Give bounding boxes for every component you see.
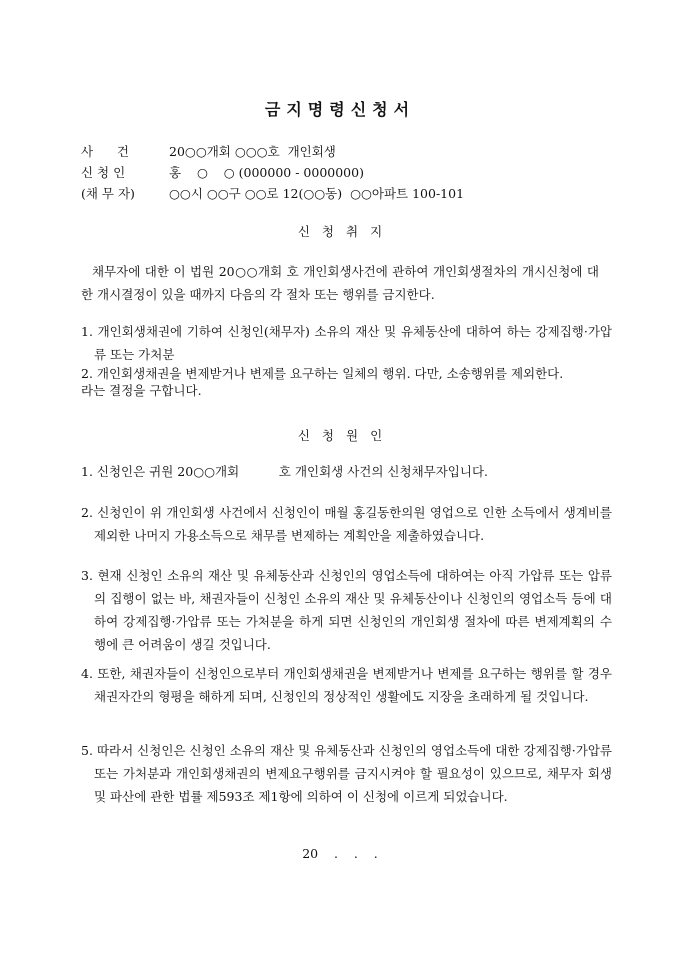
purpose-item-1: 1. 개인회생채권에 기하여 신청인(채무자) 소유의 재산 및 유체동산에 대하여 하는 강제집행·가압류 또는 가처분	[81, 324, 612, 362]
reason-item-4: 4. 또한, 채권자들이 신청인으로부터 개인회생채권을 변제받거나 변제를 요구하는 행위를 할 경우 채권자간의 형평을 해하게 되며, 신청인의 정상적인 생활에도 지장을 초래하게 될 것입니다.	[81, 666, 612, 704]
debtor-address: ○○시 ○○구 ○○로 12(○○동) ○○아파트 100-101	[169, 186, 465, 201]
document-title: 금지명령신청서	[264, 100, 416, 119]
date-line: 20 . . .	[302, 846, 378, 861]
reason-item-5: 5. 따라서 신청인은 신청인 소유의 재산 및 유체동산과 신청인의 영업소득에 대한 강제집행·가압류 또는 가처분과 개인회생채권의 변제요구행위를 금지시켜야 할 필요성이 있으므로, 채무자 회생 및 파산에 관한 법률 제593조 제1항에 의하여 이 신청에 이르게 되었습니다.	[81, 743, 612, 804]
case-label: 사 건	[81, 144, 129, 159]
reason-item-3: 3. 현재 신청인 소유의 재산 및 유체동산과 신청인의 영업소득에 대하여는 아직 가압류 또는 압류의 집행이 없는 바, 채권자들이 신청인 소유의 재산 및 유체동산이나 신청인의 영업소득 등에 대하여 강제집행·가압류 또는 가처분을 하게 되면 신청인의 개인회생 절차에 따른 변제계획의 수행에 큰 어려움이 생길 것입니다.	[81, 568, 612, 652]
applicant-value: 홍 ○ ○ (000000 - 0000000)	[169, 165, 364, 180]
reason-heading: 신청원인	[297, 428, 395, 443]
case-value: 20○○개회 ○○○호 개인회생	[169, 144, 336, 159]
debtor-label: (채 무 자)	[81, 186, 135, 201]
purpose-closing: 라는 결정을 구합니다.	[81, 383, 202, 398]
purpose-item-2: 2. 개인회생채권을 변제받거나 변제를 요구하는 일체의 행위. 다만, 소송행위를 제외한다.	[81, 366, 564, 381]
applicant-label: 신 청 인	[81, 165, 126, 180]
reason-item-1: 1. 신청인은 귀원 20○○개회 호 개인회생 사건의 신청채무자입니다.	[81, 464, 488, 479]
reason-item-2: 2. 신청인이 위 개인회생 사건에서 신청인이 매월 홍길동한의원 영업으로 인한 소득에서 생계비를 제외한 나머지 가용소득으로 채무를 변제하는 계획안을 제출하였습니다.	[81, 505, 612, 543]
purpose-intro: 채무자에 대한 이 법원 20○○개회 호 개인회생사건에 관하여 개인회생절차의 개시신청에 대한 개시결정이 있을 때까지 다음의 각 절차 또는 행위를 금지한다.	[81, 264, 599, 302]
purpose-heading: 신청취지	[297, 224, 395, 239]
